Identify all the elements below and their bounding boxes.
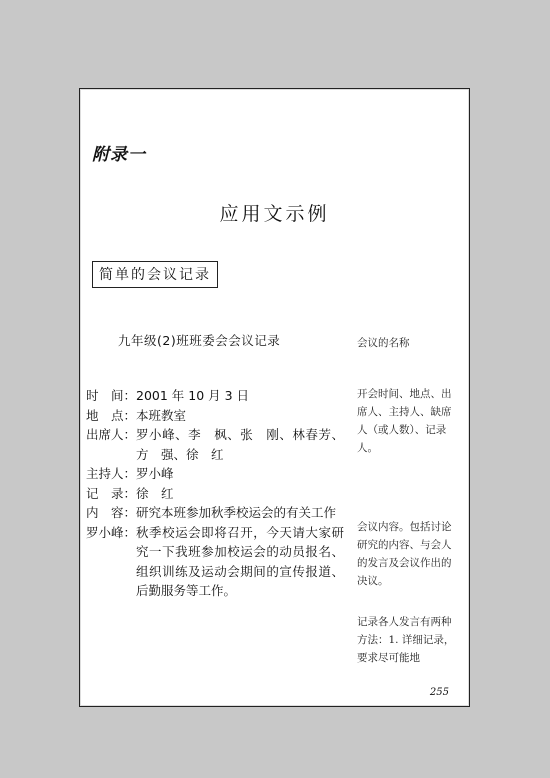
row-label: 地 点：	[86, 407, 137, 423]
minutes-row-recorder	[86, 484, 344, 504]
minutes-row-place	[86, 406, 344, 426]
side-note-method: 记录各人发言有两种方法：1. 详细记录，要求尽可能地	[357, 616, 455, 664]
section-heading-box: 简单的会议记录	[92, 261, 218, 288]
minutes-row-host	[86, 464, 344, 484]
row-value: 罗小峰	[136, 466, 174, 481]
side-note-meta: 开会时间、地点、出席人、主持人、缺席人（或人数）、记录人。	[357, 388, 452, 454]
row-value: 本班教室	[136, 407, 187, 423]
page-title: 应用文示例	[219, 203, 330, 225]
appendix-title: 附录一	[92, 145, 146, 165]
row-label: 罗小峰：	[86, 524, 137, 540]
row-label: 时 间：	[86, 388, 137, 403]
minutes-row-content	[86, 503, 344, 523]
row-value: 2001 年 10 月 3 日	[136, 388, 250, 403]
side-note-content: 会议内容。包括讨论研究的内容、与会人的发言及会议作出的决议。	[357, 521, 452, 587]
minutes-body	[86, 386, 344, 601]
side-note-name: 会议的名称	[357, 337, 410, 349]
row-label: 出席人：	[86, 427, 137, 442]
row-label: 记 录：	[86, 485, 137, 501]
row-label: 主持人：	[86, 466, 137, 481]
row-value: 研究本班参加秋季校运会的有关工作	[136, 505, 337, 520]
meeting-name: 九年级(2)班班委会会议记录	[118, 333, 281, 348]
minutes-row-speech	[86, 523, 344, 601]
row-label: 内 容：	[86, 505, 137, 520]
minutes-row-attendees	[86, 425, 344, 464]
page-number: 255	[429, 687, 449, 698]
row-value: 徐 红	[136, 485, 174, 501]
book-page	[79, 88, 470, 707]
row-value: 罗小峰、李 枫、张 刚、林春芳、方 强、徐 红	[136, 427, 344, 462]
minutes-row-time	[86, 386, 344, 406]
row-value: 秋季校运会即将召开，今天请大家研究一下我班参加校运会的动员报名、组织训练及运动会期间的宣传报道、后勤服务等工作。	[136, 524, 344, 598]
